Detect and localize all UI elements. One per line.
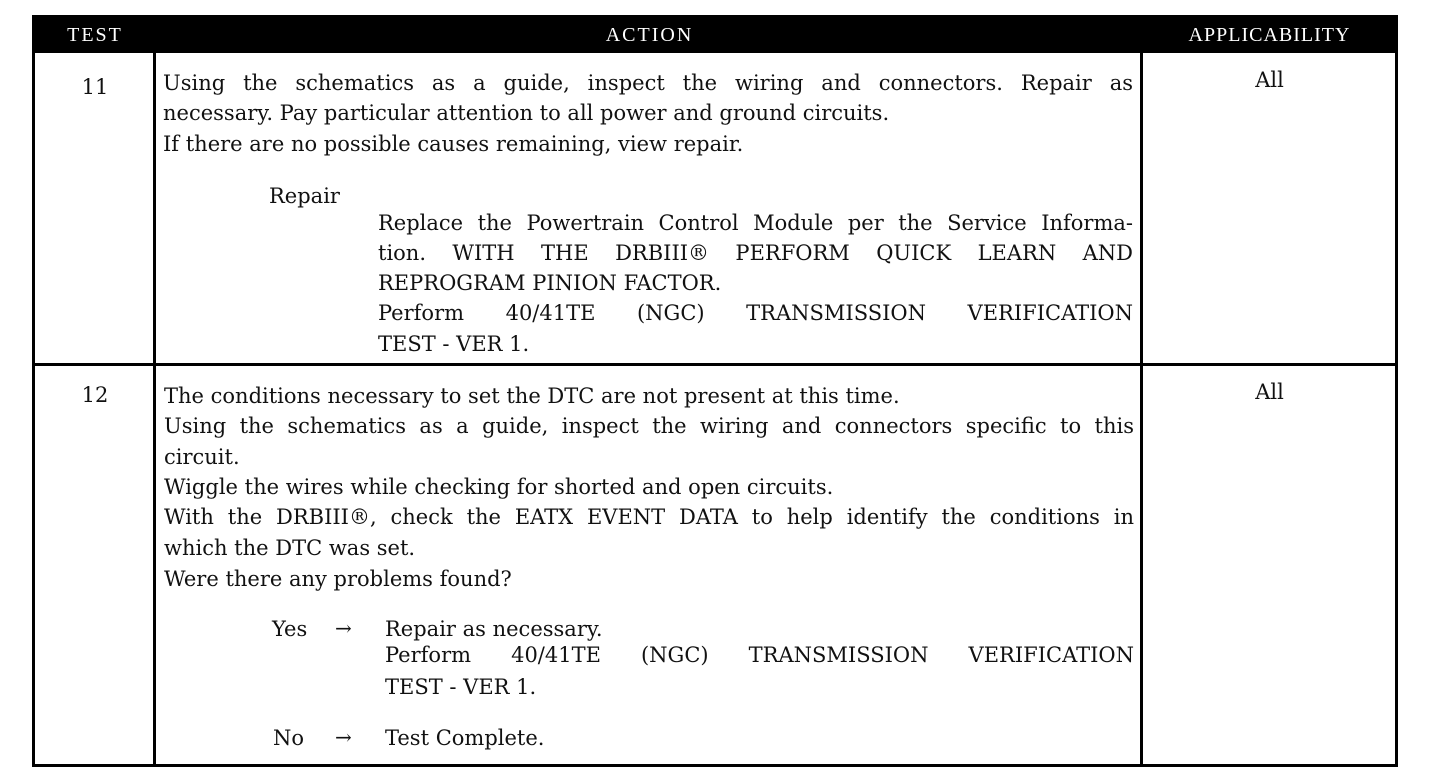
column-divider-action [1140, 53, 1143, 764]
row-12-line-7: Were there any problems found? [164, 567, 512, 591]
header-action: ACTION [155, 18, 1144, 53]
row-11-repair-line-5: TEST - VER 1. [378, 332, 530, 356]
row-12-yes-label: Yes [272, 617, 308, 641]
row-12-no-arrow: → [335, 725, 352, 749]
row-11-test-number: 11 [81, 75, 109, 99]
row-12-yes-line-2: Perform 40/41TE (NGC) TRANSMISSION VERIFICATION [385, 643, 1134, 667]
row-11-line-3: If there are no possible causes remaining, view repair. [163, 132, 744, 156]
row-12-line-5: With the DRBIII®, check the EATX EVENT DATA to help identify the conditions in [164, 505, 1134, 529]
row-12-line-3: circuit. [164, 445, 240, 469]
row-12-line-1: The conditions necessary to set the DTC are not present at this time. [164, 384, 900, 408]
row-12-yes-line-1: Repair as necessary. [385, 617, 603, 641]
row-12-line-4: Wiggle the wires while checking for shorted and open circuits. [164, 475, 834, 499]
row-12-no-line-1: Test Complete. [385, 726, 545, 750]
row-11-line-1: Using the schematics as a guide, inspect the wiring and connectors. Repair as [163, 71, 1133, 95]
row-11-repair-line-2: tion. WITH THE DRBIII® PERFORM QUICK LEARN AND [378, 241, 1133, 265]
row-11-repair-line-1: Replace the Powertrain Control Module per the Service Informa- [378, 211, 1133, 235]
row-11-repair-label: Repair [269, 184, 340, 208]
row-11-repair-line-4: Perform 40/41TE (NGC) TRANSMISSION VERIFICATION [378, 301, 1133, 325]
row-12-yes-line-3: TEST - VER 1. [385, 675, 537, 699]
row-11-repair-line-3: REPROGRAM PINION FACTOR. [378, 271, 722, 295]
row-11-applicability: All [1255, 68, 1284, 92]
column-divider-test [153, 53, 156, 764]
row-12-yes-arrow: → [335, 616, 352, 640]
row-12-line-2: Using the schematics as a guide, inspect the wiring and connectors specific to this [164, 414, 1134, 438]
row-12-line-6: which the DTC was set. [164, 536, 416, 560]
header-test: TEST [35, 18, 155, 53]
test-table [32, 15, 1398, 767]
row-12-no-label: No [273, 726, 305, 750]
header-applicability: APPLICABILITY [1144, 18, 1395, 53]
row-11-line-2: necessary. Pay particular attention to all power and ground circuits. [163, 101, 890, 125]
row-divider [35, 363, 1395, 366]
row-12-test-number: 12 [81, 383, 109, 407]
row-12-applicability: All [1255, 380, 1284, 404]
